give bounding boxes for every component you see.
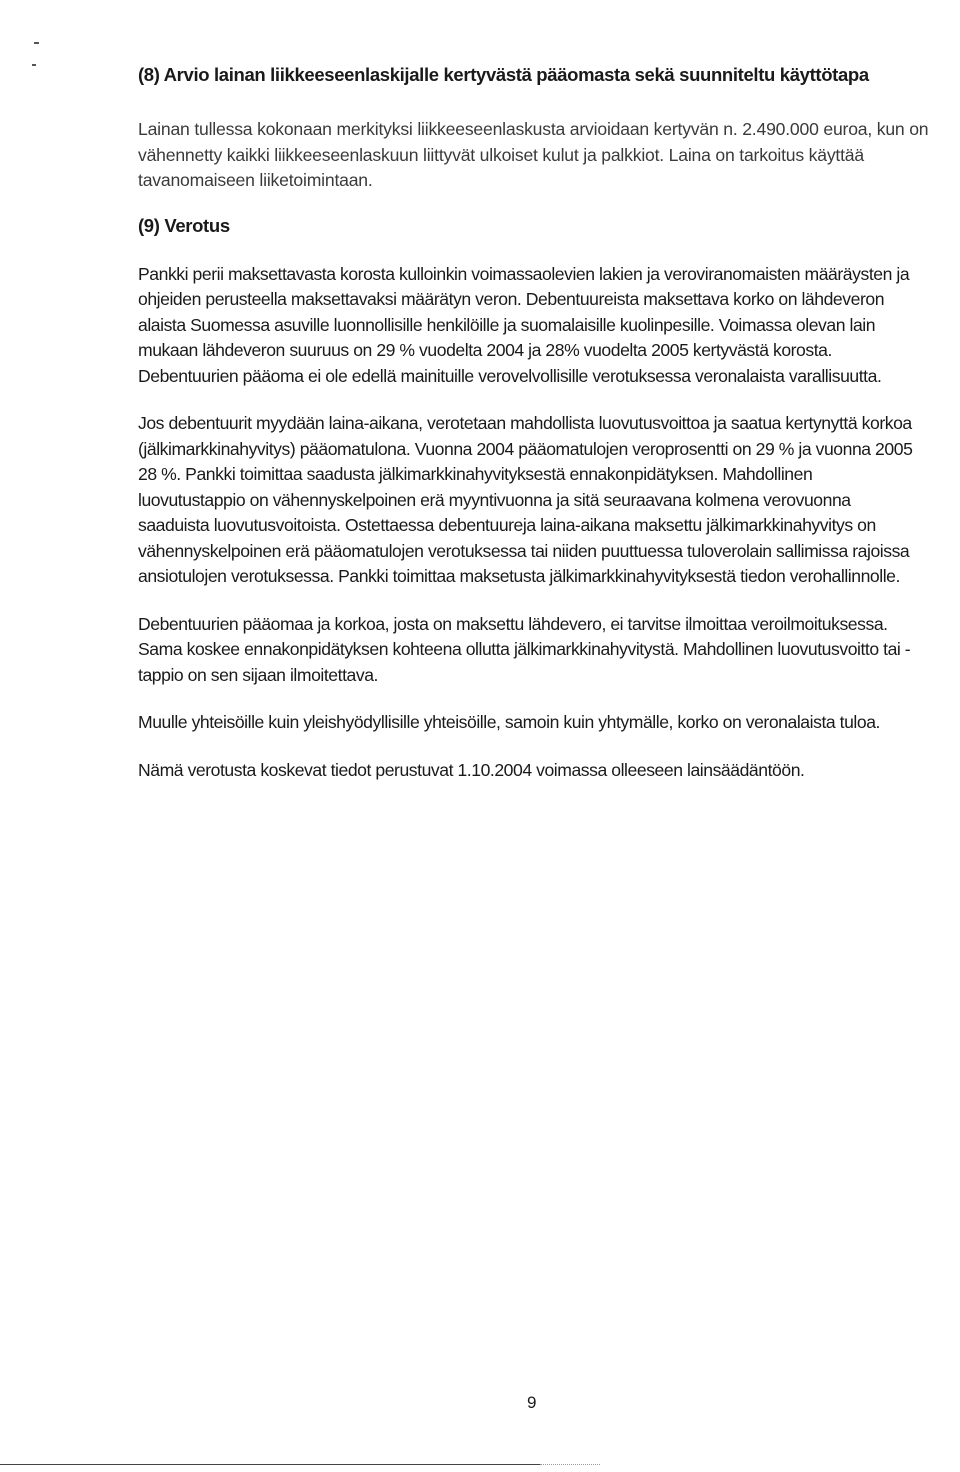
paragraph (138, 710, 960, 736)
text-line: Lainan tullessa kokonaan merkityksi liikkeeseenlaskusta arvioidaan kertyvän n. 2.490.000 euroa, kun on (138, 119, 929, 139)
text-line: mukaan lähdeveron suuruus on 29 % vuodelta 2004 ja 28% vuodelta 2005 kertyvästä korosta. (138, 340, 832, 360)
text-line: Nämä verotusta koskevat tiedot perustuvat 1.10.2004 voimassa olleeseen lainsäädäntöön. (138, 759, 805, 780)
scan-mark (32, 64, 36, 66)
text-line: Muulle yhteisöille kuin yleishyödyllisille yhteisöille, samoin kuin yhtymälle, korko on veronalaista tuloa. (138, 712, 880, 732)
paragraph (138, 117, 960, 194)
text-line: Debentuurien pääomaa ja korkoa, josta on maksettu lähdevero, ei tarvitse ilmoittaa veroilmoituksessa. (138, 613, 888, 634)
page-number: 9 (527, 1393, 537, 1412)
text-line: vähennetty kaikki liikkeeseenlaskuun liittyvät ulkoiset kulut ja palkkiot. Laina on tarkoitus käyttää (138, 144, 864, 165)
paragraph (138, 758, 960, 784)
bottom-rule (0, 1464, 540, 1465)
text-line: (jälkimarkkinahyvitys) pääomatulona. Vuonna 2004 pääomatulojen veroprosentti on 29 % ja vuonna 2005 (138, 438, 913, 459)
text-line: Sama koskee ennakonpidätyksen kohteena ollutta jälkimarkkinahyvitystä. Mahdollinen luovutusvoitto tai - (138, 639, 911, 659)
text-line: vähennyskelpoinen erä pääomatulojen verotuksessa tai niiden puuttuessa tuloverolain sallimissa rajoissa (138, 540, 910, 561)
section-heading-8: (8) Arvio lainan liikkeeseenlaskijalle kertyvästä pääomasta sekä suunniteltu käyttötapa (138, 64, 869, 85)
text-line: alaista Suomessa asuville luonnollisille henkilöille ja suomalaisille kuolinpesille. Voimassa olevan lain (138, 314, 876, 335)
text-line: 28 %. Pankki toimittaa saadusta jälkimarkkinahyvityksestä ennakonpidätyksen. Mahdollinen (138, 464, 813, 484)
text-line: tavanomaiseen liiketoimintaan. (138, 170, 373, 190)
section-heading-9: (9) Verotus (138, 214, 230, 236)
bottom-rule-fade (540, 1464, 600, 1465)
text-line: luovutustappio on vähennyskelpoinen erä myyntivuonna ja sitä seuraavana kolmena verovuonna (138, 489, 851, 510)
text-line: Pankki perii maksettavasta korosta kulloinkin voimassaolevien lakien ja veroviranomaisten määräysten ja (138, 263, 910, 284)
paragraph (138, 411, 960, 590)
scan-mark (34, 42, 39, 44)
paragraph (138, 262, 960, 390)
text-line: Debentuurien pääoma ei ole edellä mainituille verovelvollisille verotuksessa veronalaista varallisuutta. (138, 365, 882, 386)
text-line: ansiotulojen verotuksessa. Pankki toimittaa maksetusta jälkimarkkinahyvityksestä tiedon verohallinnolle. (138, 566, 900, 586)
text-line: Jos debentuurit myydään laina-aikana, verotetaan mahdollista luovutusvoittoa ja saatua kertynyttä korkoa (138, 413, 912, 433)
text-line: saaduista luovutusvoitoista. Ostettaessa debentuureja laina-aikana maksettu jälkimarkkinahyvitys on (138, 515, 876, 535)
document-body (138, 62, 960, 783)
text-line: ohjeiden perusteella maksettavaksi määrätyn veron. Debentuureista maksettava korko on lähdeveron (138, 289, 885, 309)
paragraph (138, 612, 960, 689)
text-line: tappio on sen sijaan ilmoitettava. (138, 664, 378, 685)
